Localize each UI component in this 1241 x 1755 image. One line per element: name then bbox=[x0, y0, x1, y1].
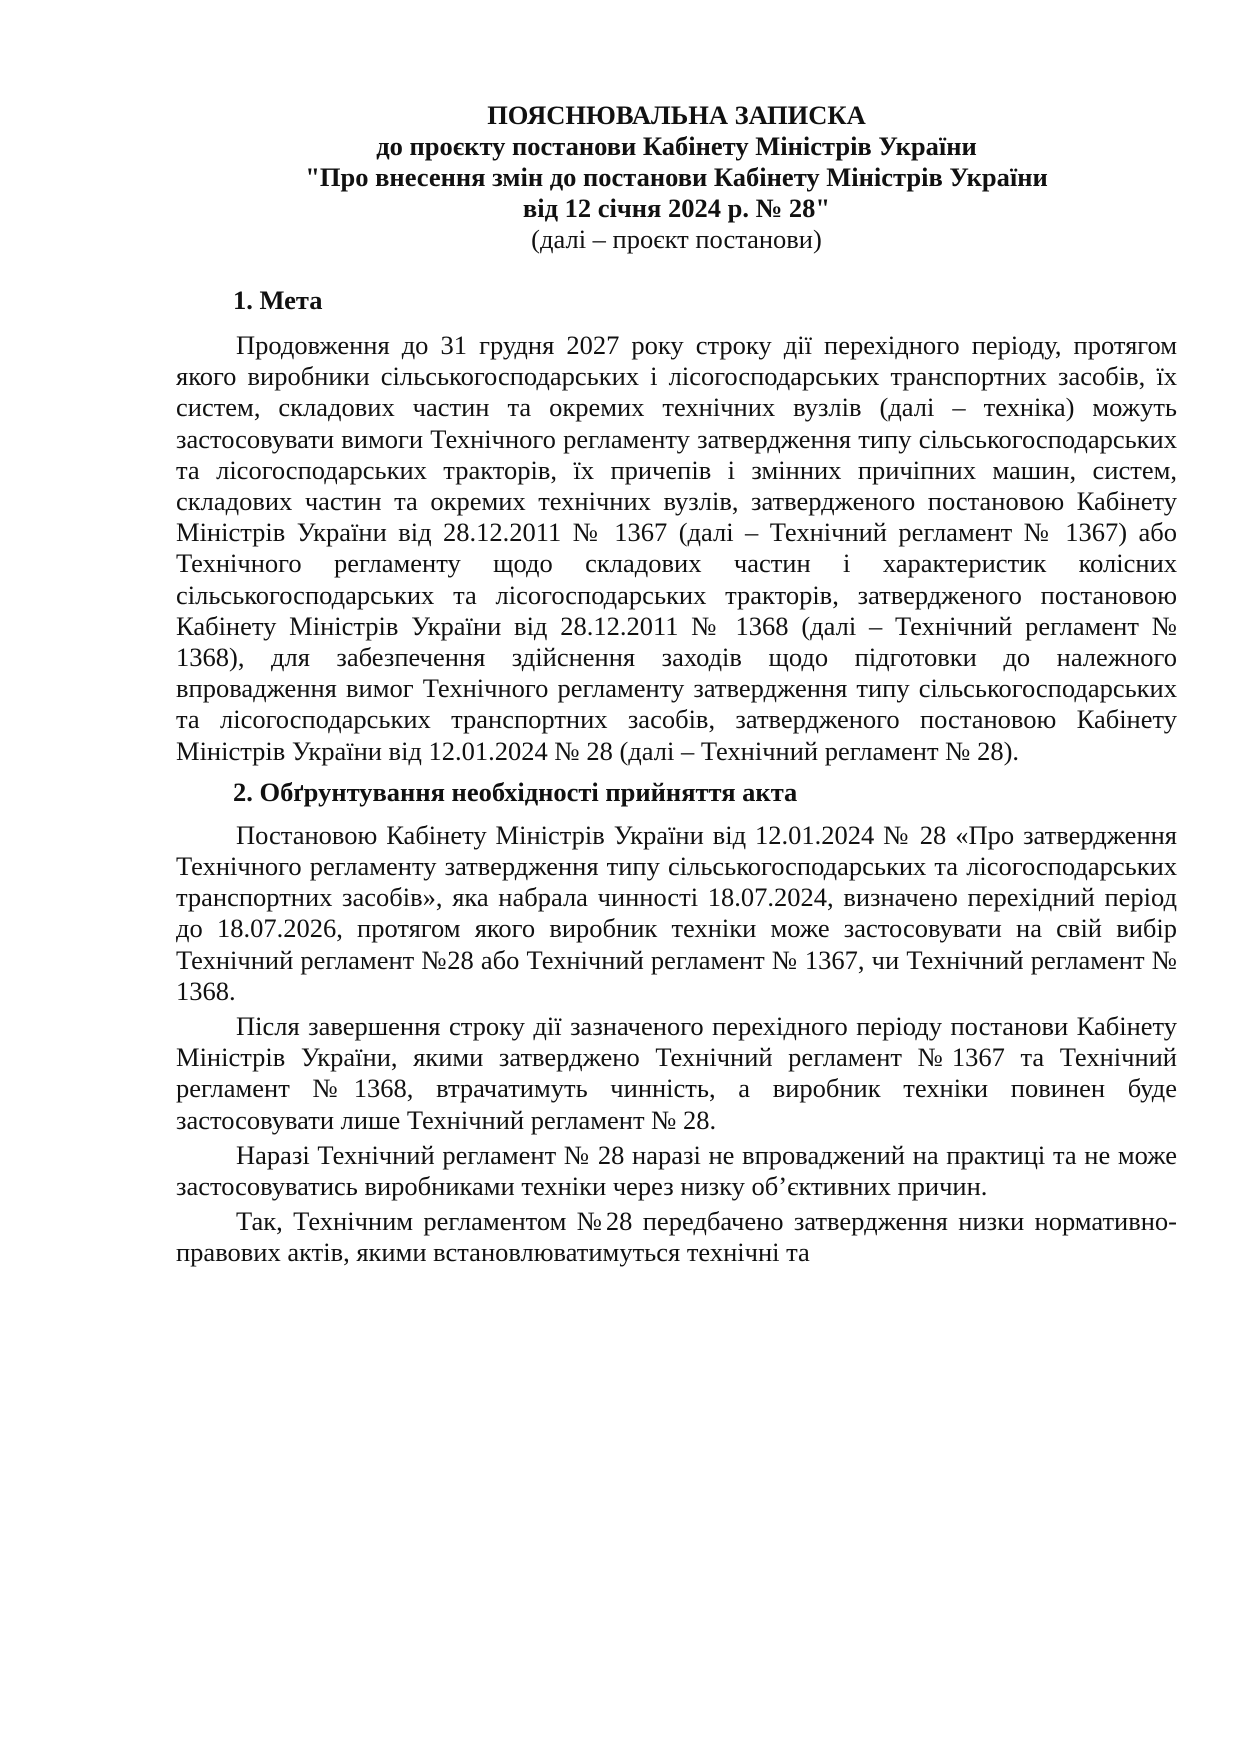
document-page bbox=[176, 100, 1177, 1269]
document-subtitle-line-3: від 12 січня 2024 р. № 28" bbox=[522, 193, 831, 223]
document-title: ПОЯСНЮВАЛЬНА ЗАПИСКА bbox=[487, 100, 866, 130]
paragraph: Так, Технічним регламентом №28 передбачено затвердження низки нормативно-правових актів, якими встановлюватимуться технічні та bbox=[176, 1206, 1177, 1268]
paragraph: Постановою Кабінету Міністрів України від 12.01.2024 № 28 «Про затвердження Технічного регламенту затвердження типу сільськогосподарських та лісогосподарських транспортних засобів», яка набрала чинності 18.07.2024, визначено перехідний період до 18.07.2026, протягом якого виробник техніки може застосовувати на свій вибір Технічний регламент №28 або Технічний регламент № 1367, чи Технічний регламент № 1368. bbox=[176, 819, 1177, 1006]
paragraph: Після завершення строку дії зазначеного перехідного періоду постанови Кабінету Міністрів України, якими затверджено Технічний регламент №1367 та Технічний регламент №1368, втрачатимуть чинність, а виробник техніки повинен буде застосовувати лише Технічний регламент № 28. bbox=[176, 1011, 1177, 1135]
document-subtitle-note: (далі – проєкт постанови) bbox=[531, 224, 822, 254]
paragraph: Продовження до 31 грудня 2027 року строку дії перехідного періоду, протягом якого виробники сільськогосподарських і лісогосподарських транспортних засобів, їх систем, складових частин та окремих технічних вузлів (далі – техніка) можуть застосовувати вимоги Технічного регламенту затвердження типу сільськогосподарських та лісогосподарських тракторів, їх причепів і змінних причіпних машин, систем, складових частин та окремих технічних вузлів, затвердженого постановою Кабінету Міністрів України від 28.12.2011 № 1367 (далі – Технічний регламент № 1367) або Технічного регламенту щодо складових частин і характеристик колісних сільськогосподарських та лісогосподарських тракторів, затвердженого постановою Кабінету Міністрів України від 28.12.2011 № 1368 (далі – Технічний регламент № 1368), для забезпечення здійснення заходів щодо підготовки до належного впровадження вимог Технічного регламенту затвердження типу сільськогосподарських та лісогосподарських транспортних засобів, затвердженого постановою Кабінету Міністрів України від 12.01.2024 № 28 (далі – Технічний регламент № 28). bbox=[176, 330, 1177, 766]
section-heading: 2. Обґрунтування необхідності прийняття акта bbox=[233, 776, 798, 807]
document-title-block bbox=[176, 100, 1177, 255]
section-justification bbox=[176, 777, 1177, 1269]
paragraph: Наразі Технічний регламент № 28 наразі не впроваджений на практиці та не може застосовуватись виробниками техніки через низку об’єктивних причин. bbox=[176, 1139, 1177, 1202]
document-subtitle-line-1: до проєкту постанови Кабінету Міністрів України bbox=[376, 131, 977, 161]
section-heading: 1. Мета bbox=[233, 285, 323, 315]
document-subtitle-line-2: "Про внесення змін до постанови Кабінету Міністрів України bbox=[305, 162, 1048, 192]
section-purpose bbox=[176, 285, 1177, 767]
